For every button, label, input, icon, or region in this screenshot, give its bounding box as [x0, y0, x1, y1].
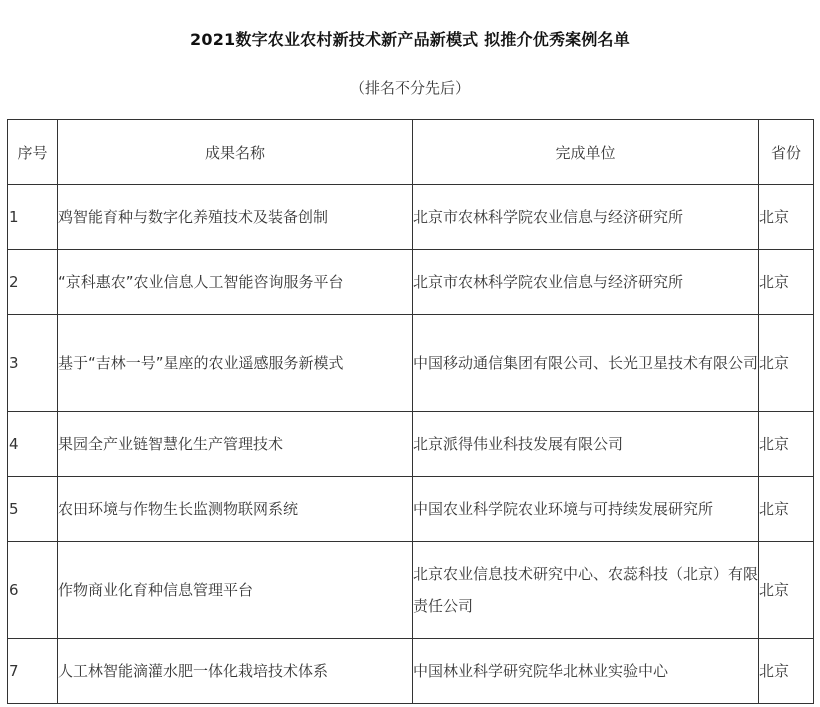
table-row: [8, 477, 814, 542]
row-province: 北京: [759, 315, 814, 412]
row-name: 农田环境与作物生长监测物联网系统: [58, 477, 413, 542]
header-name: 成果名称: [58, 120, 413, 185]
row-province: 北京: [759, 542, 814, 639]
row-province: 北京: [759, 639, 814, 704]
table-row: [8, 412, 814, 477]
page-title: 2021数字农业农村新技术新产品新模式 拟推介优秀案例名单: [190, 30, 630, 49]
row-unit: 中国农业科学院农业环境与可持续发展研究所: [413, 477, 759, 542]
row-name: 作物商业化育种信息管理平台: [58, 542, 413, 639]
table-row: [8, 315, 814, 412]
row-index: 4: [8, 412, 58, 477]
header-unit: 完成单位: [413, 120, 759, 185]
row-index: 5: [8, 477, 58, 542]
row-province: 北京: [759, 250, 814, 315]
table-row: [8, 185, 814, 250]
row-name: 人工林智能滴灌水肥一体化栽培技术体系: [58, 639, 413, 704]
row-name: 基于“吉林一号”星座的农业遥感服务新模式: [58, 315, 413, 412]
row-unit: 中国林业科学研究院华北林业实验中心: [413, 639, 759, 704]
row-unit: 北京市农林科学院农业信息与经济研究所: [413, 250, 759, 315]
row-unit: 北京农业信息技术研究中心、农蕊科技（北京）有限责任公司: [413, 542, 759, 639]
row-index: 2: [8, 250, 58, 315]
row-unit: 北京市农林科学院农业信息与经济研究所: [413, 185, 759, 250]
header-province: 省份: [759, 120, 814, 185]
row-unit: 中国移动通信集团有限公司、长光卫星技术有限公司: [413, 315, 759, 412]
page-subtitle: （排名不分先后）: [349, 79, 470, 97]
row-index: 7: [8, 639, 58, 704]
row-province: 北京: [759, 477, 814, 542]
row-index: 3: [8, 315, 58, 412]
row-unit: 北京派得伟业科技发展有限公司: [413, 412, 759, 477]
header-index: 序号: [8, 120, 58, 185]
row-province: 北京: [759, 185, 814, 250]
table-row: [8, 542, 814, 639]
row-name: 鸡智能育种与数字化养殖技术及装备创制: [58, 185, 413, 250]
table-header-row: [8, 120, 814, 185]
table-row: [8, 250, 814, 315]
row-index: 1: [8, 185, 58, 250]
row-province: 北京: [759, 412, 814, 477]
row-name: “京科惠农”农业信息人工智能咨询服务平台: [58, 250, 413, 315]
table-row: [8, 639, 814, 704]
cases-table: [7, 119, 814, 704]
row-name: 果园全产业链智慧化生产管理技术: [58, 412, 413, 477]
row-index: 6: [8, 542, 58, 639]
